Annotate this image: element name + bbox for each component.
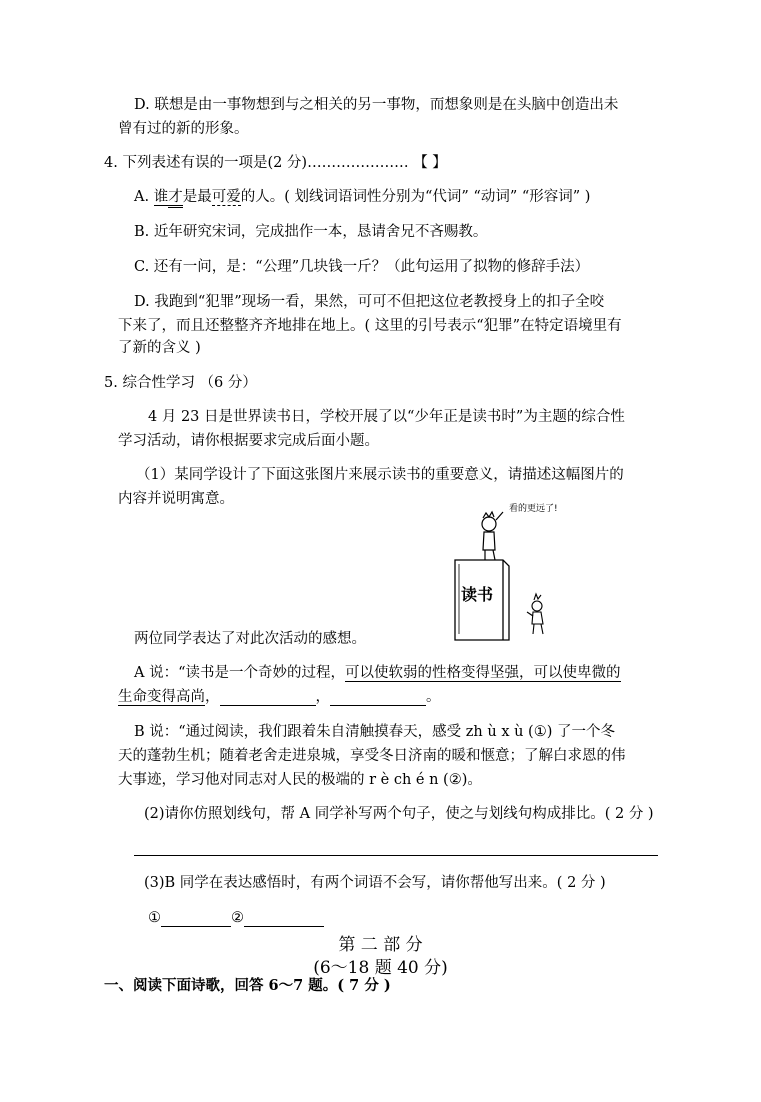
cartoon-small-figure <box>527 594 543 634</box>
question-4-stem: 4. 下列表述有误的一项是(2 分)………………… 【 】 <box>104 155 447 171</box>
option-d-line1: D. 联想是由一事物想到与之相关的另一事物，而想象则是在头脑中创造出未 <box>134 97 619 113</box>
student-a-line1 <box>134 665 621 682</box>
student-a-underlined-1: 可以使软弱的性格变得坚强，可以使卑微的 <box>345 665 621 681</box>
q4-a-prefix: A. <box>134 189 154 205</box>
q4-a-word-3: 可爱 <box>211 189 241 205</box>
student-a-blank-2[interactable] <box>330 691 426 706</box>
q4-a-post: 的人。( 划线词语词性分别为“代词” “动词” “形容词” ) <box>240 189 591 205</box>
student-a-prefix: A 说：“读书是一个奇妙的过程， <box>134 665 345 681</box>
blank-1-line[interactable] <box>161 912 231 927</box>
blank-1-label: ① <box>148 910 161 926</box>
q4-option-c: C. 还有一问，是：“公理”几块钱一斤？（此句运用了拟物的修辞手法） <box>134 259 590 275</box>
two-students-line: 两位同学表达了对此次活动的感想。 <box>134 631 366 647</box>
q5-sub3-blanks <box>148 910 324 927</box>
q5-sub1-line2: 内容并说明寓意。 <box>118 491 234 507</box>
q5-sub3: (3)B 同学在表达感悟时，有两个词语不会写，请你帮他写出来。( 2 分 ) <box>144 875 606 891</box>
q5-sub1-line1: （1）某同学设计了下面这张图片来展示读书的重要意义，请描述这幅图片的 <box>136 467 624 483</box>
q4-option-b: B. 近年研究宋词，完成拙作一本，恳请舍兄不吝赐教。 <box>134 224 488 240</box>
student-a-sep1: ， <box>205 689 220 705</box>
q5-intro-line2: 学习活动，请你根据要求完成后面小题。 <box>118 433 379 449</box>
student-b-line3: 大事迹，学习他对同志对人民的极端的 r è ch é n (②)。 <box>118 772 482 788</box>
q4-a-word-2: 才 <box>168 189 183 208</box>
section-one-heading: 一、阅读下面诗歌，回答 6～7 题。( 7 分 ) <box>104 977 391 994</box>
student-a-sep2: ， <box>315 689 330 705</box>
q4-option-d-line3: 了新的含义 ) <box>118 340 201 356</box>
q4-option-a <box>134 189 590 206</box>
question-5-title: 5. 综合性学习 （6 分） <box>104 375 257 391</box>
option-d-line2: 曾有过的新的形象。 <box>118 121 249 137</box>
cartoon-book-title: 读书 <box>461 585 494 604</box>
student-b-line2: 天的蓬勃生机；随着老舍走进泉城，享受冬日济南的暖和惬意；了解白求恩的伟 <box>118 748 626 764</box>
q4-a-mid: 是最 <box>182 189 212 205</box>
answer-line-sub2[interactable] <box>134 855 658 856</box>
q4-option-d-line1: D. 我跑到“犯罪”现场一看，果然，可可不但把这位老教授身上的扣子全咬 <box>134 294 605 310</box>
cartoon-caption: 看的更远了! <box>509 504 558 514</box>
student-a-end: 。 <box>426 689 441 705</box>
student-a-blank-1[interactable] <box>220 691 316 706</box>
q5-intro-line1: 4 月 23 日是世界读书日，学校开展了以“少年正是读书时”为主题的综合性 <box>148 409 625 425</box>
q4-a-word-1: 谁 <box>153 189 169 205</box>
student-a-underlined-2: 生命变得高尚 <box>118 689 205 705</box>
q4-option-d-line2: 下来了，而且还整整齐齐地排在地上。( 这里的引号表示“犯罪”在特定语境里有 <box>118 318 622 334</box>
blank-2-line[interactable] <box>244 912 324 927</box>
part-two-subtitle: (6～18 题 40 分) <box>313 958 448 978</box>
student-b-line1: B 说：“通过阅读，我们跟着朱自清触摸春天，感受 zh ù x ù (①) 了一个冬 <box>134 724 615 740</box>
q5-sub2: (2)请你仿照划线句，帮 A 同学补写两个句子，使之与划线句构成排比。( 2 分 ) <box>144 806 654 822</box>
part-two-title: 第 二 部 分 <box>338 935 423 955</box>
blank-2-label: ② <box>231 910 244 926</box>
reading-cartoon-image <box>437 494 597 642</box>
student-a-line2 <box>118 689 441 706</box>
cartoon-figure-on-book <box>482 512 503 560</box>
